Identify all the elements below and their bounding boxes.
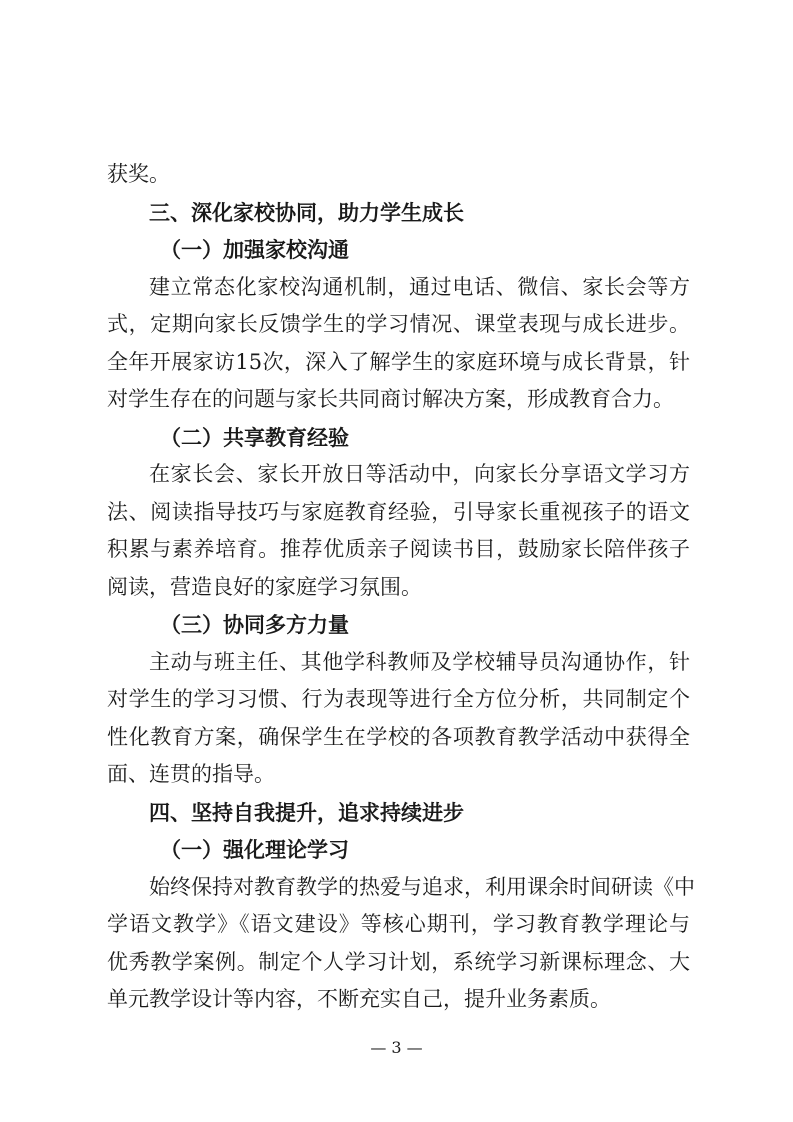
paragraph [107,156,690,194]
text-line: 对学生的学习习惯、行为表现等进行全方位分析，共同制定个 [107,687,690,711]
subsection-heading [107,231,690,269]
page-number: — 3 — [370,1038,423,1057]
text-line: 单元教学设计等内容，不断充实自己，提升业务素质。 [107,987,611,1011]
text-line: 优秀教学案例。制定个人学习计划，系统学习新课标理念、大 [107,949,690,974]
paragraph [107,269,690,419]
text-line: 始终保持对教育教学的热爱与追求，利用课余时间研读《中 [149,874,695,899]
text-line: （一）强化理论学习 [160,837,349,862]
text-line: 式，定期向家长反馈学生的学习情况、课堂表现与成长进步。 [107,312,690,336]
text-line: 四、坚持自我提升，追求持续进步 [149,799,464,825]
text-line: 面、连贯的指导。 [107,762,275,786]
section-heading [107,194,690,232]
text-line: 阅读，营造良好的家庭学习氛围。 [107,574,422,599]
text-line: 建立常态化家校沟通机制，通过电话、微信、家长会等方 [149,274,690,299]
text-line: 对学生存在的问题与家长共同商讨解决方案，形成教育合力。 [107,387,674,411]
text-line: 主动与班主任、其他学科教师及学校辅导员沟通协作，针 [149,649,690,674]
subsection-heading [107,831,690,869]
paragraph [107,869,695,1019]
section-heading [107,794,690,832]
text-line: 三、深化家校协同，助力学生成长 [149,199,464,225]
text-line: 获奖。 [107,162,170,186]
text-line: 在家长会、家长开放日等活动中，向家长分享语文学习方 [149,462,690,486]
text-line: 积累与素养培育。推荐优质亲子阅读书目，鼓励家长陪伴孩子 [107,537,690,561]
subsection-heading [107,419,690,457]
text-line: （三）协同多方力量 [160,612,349,637]
text-line: （二）共享教育经验 [160,424,349,450]
paragraph [107,644,690,794]
subsection-heading [107,606,690,644]
document-body [107,156,695,1019]
paragraph [107,456,690,606]
text-line: 法、阅读指导技巧与家庭教育经验，引导家长重视孩子的语文 [107,499,690,524]
text-line: 学语文教学》《语文建设》等核心期刊，学习教育教学理论与 [107,912,690,936]
text-line: 全年开展家访15次，深入了解学生的家庭环境与成长背景，针 [107,349,690,374]
text-line: 性化教育方案，确保学生在学校的各项教育教学活动中获得全 [107,724,690,749]
text-line: （一）加强家校沟通 [160,237,349,262]
